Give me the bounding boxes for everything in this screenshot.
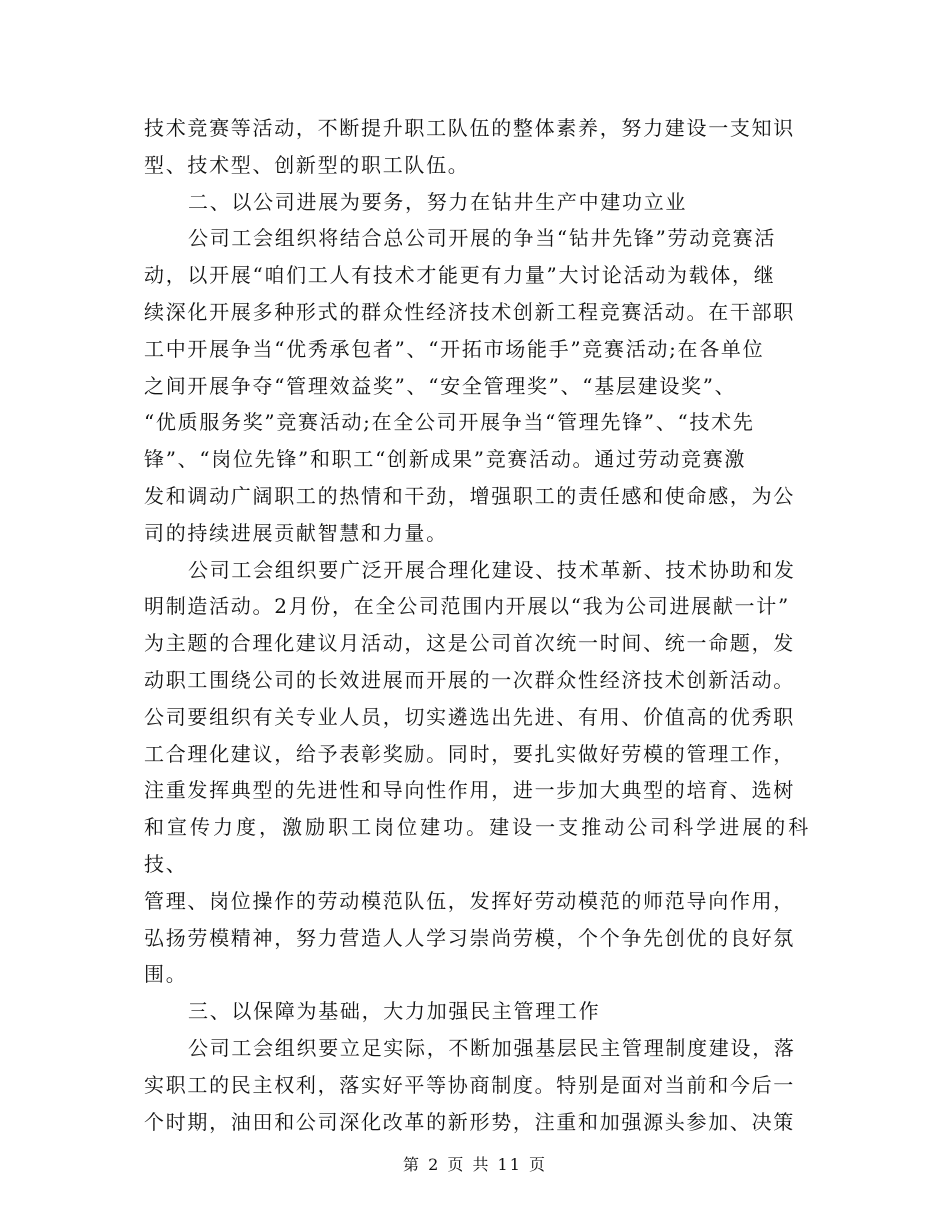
paragraph-labor-competition: 公司工会组织将结合总公司开展的争当“钻井先锋”劳动竞赛活 动，以开展“咱们工人有技术才能更有力量”大讨论活动为载体，继 续深化开展多种形式的群众性经济技术创新工程竞赛活动。在干部职 工中开展争当“优秀承包者”、“开拓市场能手”竞赛活动;在各单位 之间开展争夺“管理效益奖”、“安全管理奖”、“基层建设奖”、 “优质服务奖”竞赛活动;在全公司开展争当“管理先锋”、“技术先 锋”、“岗位先锋”和职工“创新成果”竞赛活动。通过劳动竞赛激 发和调动广阔职工的热情和干劲，增强职工的责任感和使命感，为公 司的持续进展贡献智慧和力量。 — [144, 226, 795, 545]
paragraph-rationalization: 公司工会组织要广泛开展合理化建设、技术革新、技术协助和发 明制造活动。2月份，在全公司范围内开展以“我为公司进展献一计” 为主题的合理化建议月活动，这是公司首次统一时间、统一命题，发 动职工围绕公司的长效进展而开展的一次群众性经济技术创新活动。 公司要组织有关专业人员，切实遴选出先进、有用、价值高的优秀职 工合理化建议，给予表彰奖励。同时，要扎实做好劳模的管理工作， 注重发挥典型的先进性和导向性作用，进一步加大典型的培育、选树 和宣传力度，激励职工岗位建功。建设一支推动公司科学进展的科技、 管理、岗位操作的劳动模范队伍，发挥好劳动模范的师范导向作用， 弘扬劳模精神，努力营造人人学习崇尚劳模，个个争先创优的良好氛 围。 — [144, 557, 810, 987]
document-body — [144, 110, 810, 1140]
section-heading-2: 二、以公司进展为要务，努力在钻井生产中建功立业 — [188, 189, 688, 214]
paragraph-democratic-management: 公司工会组织要立足实际，不断加强基层民主管理制度建设，落 实职工的民主权利，落实好平等协商制度。特别是面对当前和今后一 个时期，油田和公司深化改革的新形势，注重和加强源头参加、决策 — [144, 1035, 796, 1134]
page-number-footer: 第 2 页 共 11 页 — [403, 1155, 547, 1174]
paragraph-continuation: 技术竞赛等活动，不断提升职工队伍的整体素养，努力建设一支知识 型、技术型、创新型的职工队伍。 — [144, 116, 795, 177]
section-heading-3: 三、以保障为基础，大力加强民主管理工作 — [188, 999, 601, 1024]
